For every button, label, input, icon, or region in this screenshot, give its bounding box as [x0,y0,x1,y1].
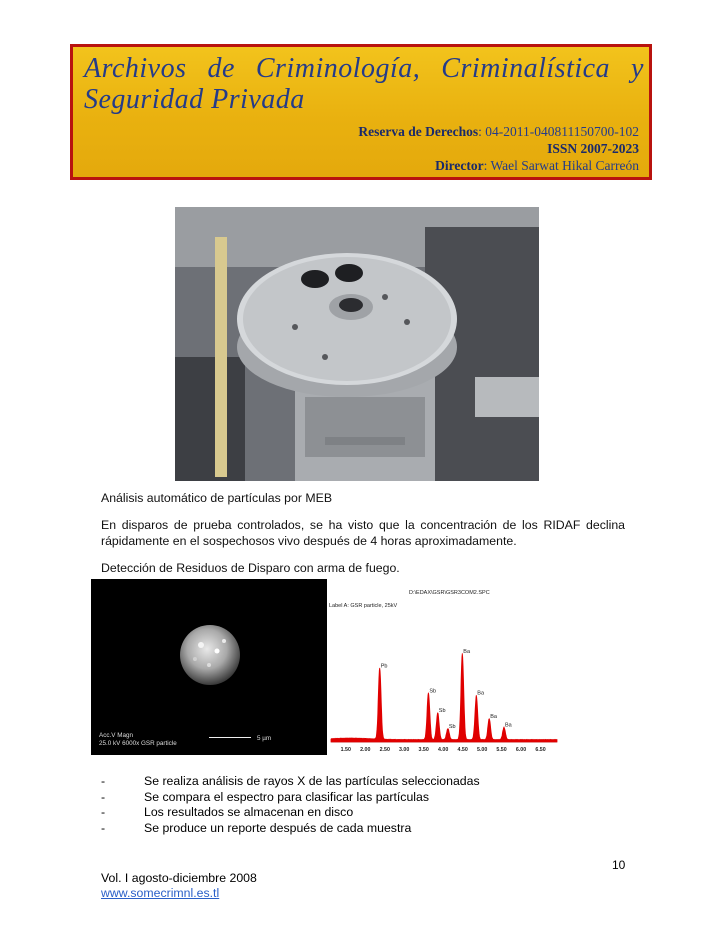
peak-label-sb-3: Sb [448,723,456,730]
journal-info [358,123,639,174]
list-dash: - [101,774,106,788]
sem-particle-image [91,579,327,755]
issn: ISSN 2007-2023 [547,141,639,156]
x-tick-label-4: 3.50 [418,747,429,753]
spectrum-series [331,653,557,742]
title-word: y [631,53,644,84]
peak-label-sb-2: Sb [438,707,446,714]
list-item [101,805,480,821]
peak-labels [381,649,513,730]
list-dash: - [101,820,106,835]
title-word: Archivos [84,53,187,84]
scale-bar-label: 5 µm [257,735,272,742]
edx-spectrum-chart [327,579,559,755]
title-word: de [207,53,235,84]
list-dash: - [101,805,106,819]
title-word: Criminalística [441,53,611,84]
spectrum-file-path: D:\EDAX\GSR\GSR3COM2.SPC [409,590,490,596]
sem-stage-illustration [175,207,539,481]
list-item-text: Se realiza análisis de rayos X de las partículas seleccionadas [144,774,480,788]
x-tick-label-2: 2.50 [379,747,390,753]
peak-label-ba-7: Ba [505,722,512,729]
list-item [101,790,480,806]
journal-title-line2: Seguridad Privada [84,84,305,115]
list-item [101,774,480,790]
list-item [101,821,480,837]
sem-stage-photo [175,207,539,481]
journal-title [84,53,644,115]
x-tick-label-9: 6.00 [515,747,527,753]
spectrum-svg [327,579,559,755]
x-tick-label-6: 4.50 [457,747,468,753]
x-tick-label-0: 1.50 [340,747,351,753]
reserva-value: : 04-2011-040811150700-102 [478,124,639,139]
sem-caption-line1: Acc.V Magn [99,732,133,739]
director-value: : Wael Sarwat Hikal Carreón [483,158,639,173]
journal-banner [70,44,652,180]
title-word: Criminología, [255,53,421,84]
x-tick-label-8: 5.50 [496,747,507,753]
page-number: 10 [612,858,626,872]
sem-caption-line2: 25.0 kV 6000x GSR particle [99,739,177,747]
x-tick-label-1: 2.00 [360,747,371,753]
peak-label-ba-4: Ba [463,648,471,655]
list-dash: - [101,789,106,804]
director-label: Director [435,158,484,173]
process-list [101,774,480,836]
x-tick-label-5: 4.00 [438,747,449,753]
caption-gsr-detection: Detección de Residuos de Disparo con arma de fuego. [101,561,400,575]
journal-title-line1 [84,53,644,84]
gsr-particle-illustration [91,579,327,755]
x-tick-labels [341,747,546,753]
issn-line [358,140,639,157]
paragraph-ridaf: En disparos de prueba controlados, se ha visto que la concentración de los RIDAF declina rápidamente en el sospechosos vivo después de 4 horas aproximadamente. [101,518,625,548]
x-tick-label-10: 6.50 [535,747,546,753]
list-item-text: Se produce un reporte después de cada muestra [144,820,412,835]
director-line [358,157,639,174]
scale-bar [209,737,251,738]
spectrum-title: Label A: GSR particle, 25kV [329,603,398,609]
sem-caption [99,732,177,747]
website-link[interactable]: www.somecrimnl.es.tl [101,886,220,900]
peak-label-ba-5: Ba [477,690,485,697]
volume-info: Vol. I agosto-diciembre 2008 [101,871,257,885]
peak-label-ba-6: Ba [490,714,497,721]
reserva-label: Reserva de Derechos [358,124,479,139]
reserva-line [358,123,639,140]
list-item-text: Los resultados se almacenan en disco [144,805,354,819]
peak-label-pb-0: Pb [380,663,388,670]
footer [101,871,257,901]
x-tick-label-3: 3.00 [399,747,410,753]
peak-label-sb-1: Sb [429,688,437,695]
x-tick-label-7: 5.00 [477,747,488,753]
caption-sem-analysis: Análisis automático de partículas por MEB [101,491,333,505]
list-item-text: Se compara el espectro para clasificar las partículas [144,789,430,804]
